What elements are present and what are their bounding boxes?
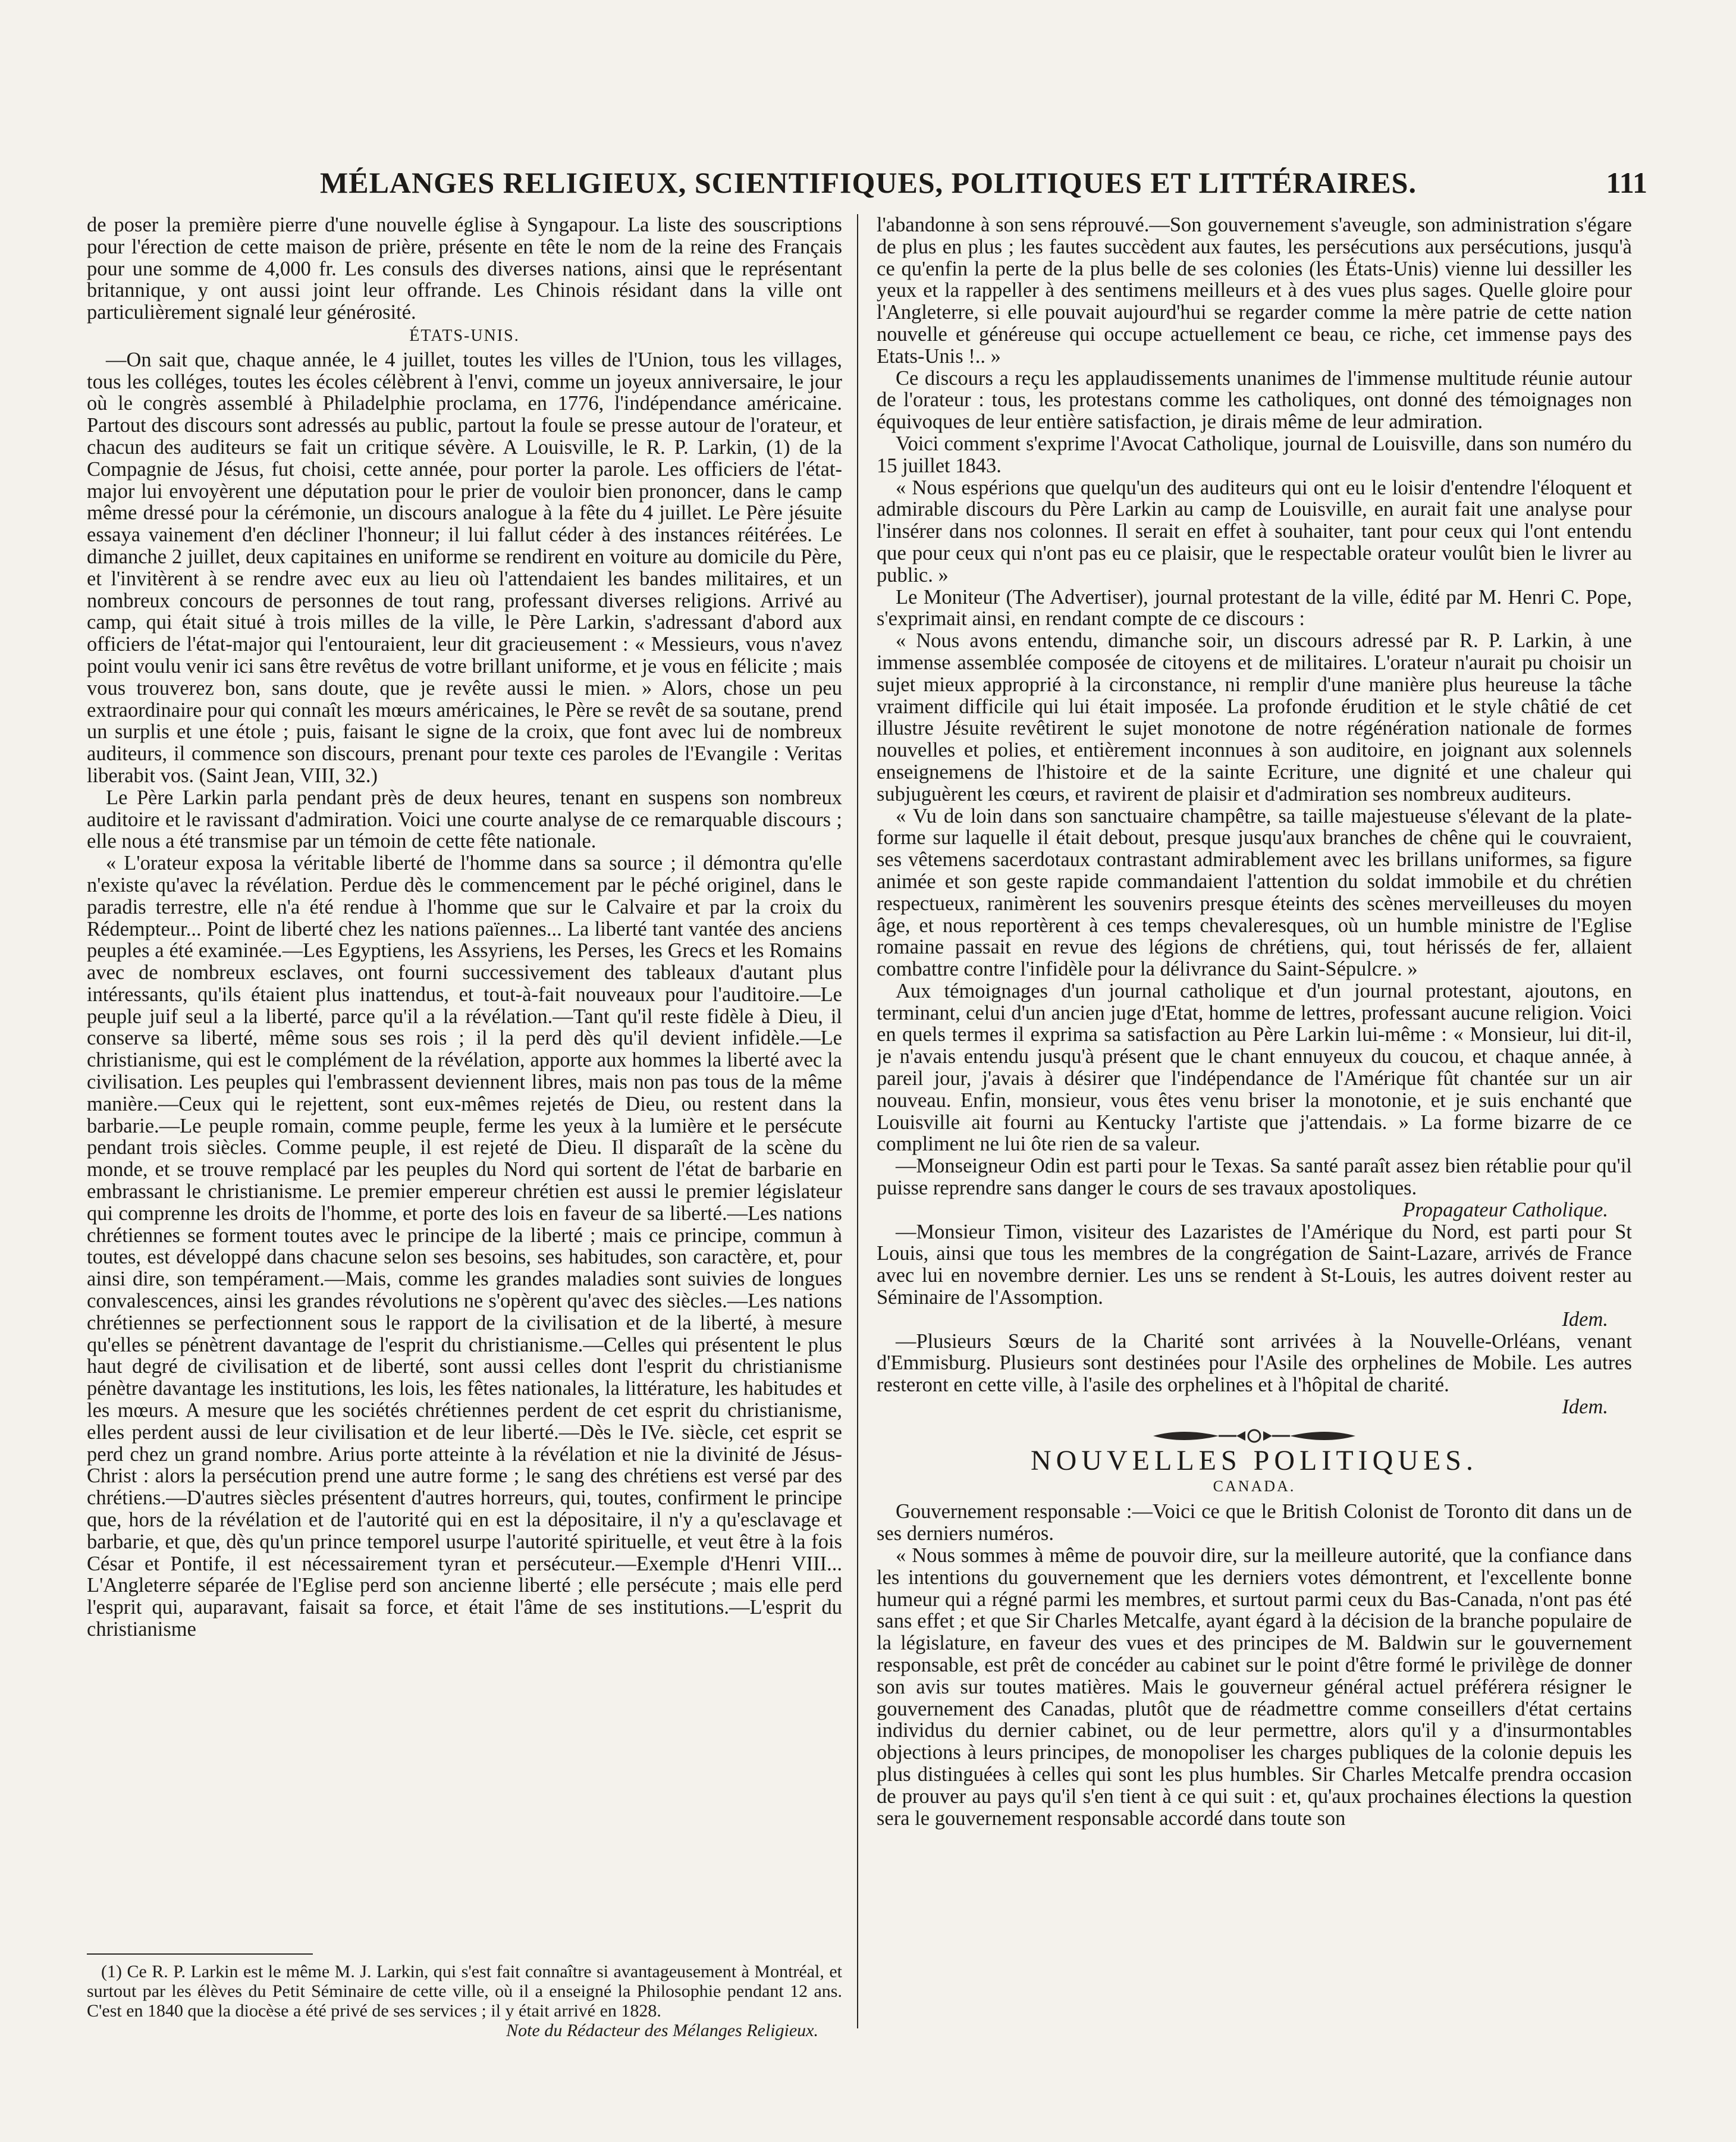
paragraph: —Monsieur Timon, visiteur des Lazaristes de l'Amérique du Nord, est parti pour St Louis, ainsi que tous les membres de la congrégation de Saint-Lazare, arrivés de France avec lui en novembre dernier. Les uns se rendent à St-Louis, les autres doivent rester au Séminaire de l'Assomption. [877,1220,1632,1309]
paragraph: l'abandonne à son sens réprouvé.—Son gouvernement s'aveugle, son administration s'égare de plus en plus ; les fautes succèdent aux fautes, les persécutions aux persécutions, jusqu'à ce qu'enfin la perte de la plus belle de ses colonies (les États-Unis) vienne lui dessiller les yeux et la rappeller à des sentimens meilleurs et à des vues plus sages. Quelle gloire pour l'Angleterre, si elle pouvait aujourd'hui se regarder comme la mère patrie de cette nation nouvelle et généreuse qui occupe actuellement ce beau, ce riche, cet immense pays des Etats-Unis !.. » [877,214,1632,368]
source-signature: Idem. [1562,1307,1608,1331]
page-number: 111 [1606,166,1647,199]
paragraph: Aux témoignages d'un journal catholique et d'un journal protestant, ajoutons, en terminant, celui d'un ancien juge d'Etat, homme de lettres, professant aucune religion. Voici en quels termes il exprima sa satisfaction au Père Larkin lui-même : « Monsieur, lui dit-il, je n'avais entendu jusqu'à présent que le chant ennuyeux du coucou, et chaque année, à pareil jour, j'avais à désirer que l'indépendance de l'Amérique fût chantée sur un air nouveau. Enfin, monsieur, vous êtes venu briser la monotonie, et je suis enchanté que Louisville ait fourni au Kentucky l'artiste que j'attendais. » La forme bizarre de ce compliment ne lui ôte rien de sa valeur. [877,979,1632,1156]
right-column [877,214,1632,2142]
paragraph: « Vu de loin dans son sanctuaire champêtre, sa taille majestueuse s'élevant de la plate-forme sur laquelle il était debout, presque jusqu'aux branches de chêne qui le couvraient, ses vêtemens sacerdotaux contrastant admirablement avec les brillans uniformes, sa figure animée et son geste rapide commandaient l'attention du soldat immobile et du chrétien respectueux, ranimèrent les souvenirs presque éteints des scènes merveilleuses du moyen âge, et nous reportèrent à ces temps chevaleresques, où un humble ministre de l'Eglise romaine passait en revue des légions de chrétiens, qui, tout hérissés de fer, allaient combattre contre l'infidèle pour la délivrance du Saint-Sépulcre. » [877,804,1632,981]
paragraph: Ce discours a reçu les applaudissements unanimes de l'immense multitude réunie autour de l'orateur : tous, les protestans comme les catholiques, ont donné des témoignages non équivoques de leur entière satisfaction, je dirais même de leur admiration. [877,366,1632,434]
paragraph: de poser la première pierre d'une nouvelle église à Syngapour. La liste des souscriptions pour l'érection de cette maison de prière, présente en tête le nom de la reine des Français pour une somme de 4,000 fr. Les consuls des diverses nations, ainsi que le représentant britannique, y ont aussi joint leur offrande. Les Chinois résidant dans la ville ont particulièrement signalé leur générosité. [87,214,842,324]
footnote [87,1945,842,2130]
footnote-signature: Note du Rédacteur des Mélanges Religieux. [506,2021,818,2040]
paragraph: « Nous sommes à même de pouvoir dire, sur la meilleure autorité, que la confiance dans les intentions du gouvernement que les derniers votes démontrent, et l'excellente bonne humeur qui a régné parmi les membres, et surtout parmi ceux du Bas-Canada, n'ont pas été sans effet ; et que Sir Charles Metcalfe, ayant égard à la décision de la branche populaire de la législature, en faveur des vues et des principes de M. Baldwin sur le gouvernement responsable, est prêt de concéder au cabinet sur le point d'être formé le privilège de donner son avis sur toutes matières. Mais le gouverneur général actuel préférera résigner le gouvernement des Canadas, plutôt que de réadmettre comme conseillers d'état certains individus du dernier cabinet, ou de leur permettre, alors qu'il y a d'insurmontables objections à leurs principes, de monopoliser les charges publiques de la colonie depuis les plus distinguées à celles qui sont les plus humbles. Sir Charles Metcalfe prendra occasion de prouver au pays qu'il s'en tient à ce qui suit : et, qu'aux prochaines élections la question sera le gouvernement responsable accordé dans toute son [877,1544,1632,1830]
paragraph: « Nous espérions que quelqu'un des auditeurs qui ont eu le loisir d'entendre l'éloquent et admirable discours du Père Larkin au camp de Louisville, en aurait fait une analyse pour l'insérer dans nos colonnes. Il serait en effet à souhaiter, tant pour ceux qui l'ont entendu que pour ceux qui n'ont pas eu ce plaisir, que le respectable orateur voulût bien le livrer au public. » [877,476,1632,587]
paragraph: Voici comment s'exprime l'Avocat Catholique, journal de Louisville, dans son numéro du 15 juillet 1843. [877,432,1632,477]
section-heading-canada: CANADA. [1213,1477,1296,1495]
paragraph: —Monseigneur Odin est parti pour le Texas. Sa santé paraît assez bien rétablie pour qu'il puisse reprendre sans danger le cours de ses travaux apostoliques. [877,1155,1632,1200]
source-signature: Idem. [1562,1395,1608,1419]
paragraph: —On sait que, chaque année, le 4 juillet, toutes les villes de l'Union, tous les villages, tous les colléges, toutes les écoles célèbrent à l'envi, comme un joyeux anniversaire, le jour où le congrès assemblé à Philadelphie proclama, en 1776, l'indépendance américaine. Partout des discours sont adressés au public, partout la foule se presse autour de l'orateur, et chacun des auditeurs se fait un critique sévère. A Louisville, le R. P. Larkin, (1) de la Compagnie de Jésus, fut choisi, cette année, pour porter la parole. Les officiers de l'état-major lui envoyèrent une députation pour le prier de vouloir bien prononcer, dans le camp même dressé pour la cérémonie, un discours analogue à la fête du 4 juillet. Le Père jésuite essaya vainement d'en décliner l'honneur; il lui fallut céder à des instances réitérées. Le dimanche 2 juillet, deux capitaines en uniforme se rendirent en voiture au domicile du Père, et l'invitèrent à se rendre avec eux au lieu où l'attendaient les bandes militaires, et un nombreux concours de personnes de tout rang, professant diverses religions. Arrivé au camp, qui était situé à trois milles de la ville, le Père Larkin, s'adressant d'abord aux officiers de l'état-major qui l'entouraient, leur dit gracieusement : « Messieurs, vous n'avez point voulu venir ici sans être revêtus de votre brillant uniforme, et je vous en félicite ; mais vous trouverez bon, sans doute, que je revête aussi le mien. » Alors, chose un peu extraordinaire pour qui connaît les mœurs américaines, le Père se revêt de sa soutane, prend un surplis et une étole ; puis, faisant le signe de la croix, que font avec lui de nombreux auditeurs, il commence son discours, prenant pour texte ces paroles de l'Evangile : Veritas liberabit vos. (Saint Jean, VIII, 32.) [87,348,842,787]
section-heading-nouvelles: NOUVELLES POLITIQUES. [1031,1444,1478,1476]
ornament-icon [1147,1425,1361,1447]
column-rule [857,214,858,2028]
paragraph: Gouvernement responsable :—Voici ce que le British Colonist de Toronto dit dans un de ses derniers numéros. [877,1500,1632,1545]
footnote-rule [87,1953,313,1955]
footnote-text: (1) Ce R. P. Larkin est le même M. J. Larkin, qui s'est fait connaître si avantageusement à Montréal, et surtout par les élèves du Petit Séminaire de cette ville, où il a enseigné la Philosophie pendant 12 ans. C'est en 1840 que la diocèse a été privé de ses services ; il y était arrivé en 1828. [87,1962,842,2021]
source-signature: Propagateur Catholique. [1402,1198,1608,1221]
left-column [87,214,842,2142]
paragraph: « L'orateur exposa la véritable liberté de l'homme dans sa source ; il démontra qu'elle n'existe qu'avec la révélation. Perdue dès le commencement par le péché originel, dans le paradis terrestre, elle n'a été rendue à l'homme que sur le Calvaire et par la croix du Rédempteur... Point de liberté chez les nations païennes... La liberté tant vantée des anciens peuples a été examinée.—Les Egyptiens, les Assyriens, les Perses, les Grecs et les Romains avec de nombreux esclaves, ont fourni successivement des tableaux d'autant plus intéressants, qu'ils étaient plus inattendus, et tout-à-fait nouveaux pour l'auditoire.—Le peuple juif seul a la liberté, parce qu'il a la révélation.—Tant qu'il reste fidèle à Dieu, il conserve sa liberté, même sous ses rois ; il la perd dès qu'il devient infidèle.—Le christianisme, qui est le complément de la révélation, apporte aux hommes la liberté avec la civilisation. Les peuples qui l'embrassent deviennent libres, mais non pas tous de la même manière.—Ceux qui le rejettent, sont eux-mêmes rejetés de Dieu, ou restent dans la barbarie.—Le peuple romain, comme peuple, ferme les yeux à la lumière et le persécute pendant trois siècles. Comme peuple, il est rejeté de Dieu. Il disparaît de la scène du monde, et se trouve remplacé par les peuples du Nord qui sortent de l'état de barbarie en embrassant le christianisme. Le premier empereur chrétien est aussi le premier législateur qui comprenne les droits de l'homme, et porte des lois en faveur de sa liberté.—Les nations chrétiennes se forment toutes avec le principe de la liberté ; mais ce principe, commun à toutes, est développé dans chacune selon ses besoins, ses habitudes, son caractère, et, pour ainsi dire, son tempérament.—Mais, comme les grandes maladies sont suivies de longues convalescences, ainsi les grandes révolutions ne s'opèrent qu'avec des siècles.—Les nations chrétiennes se perfectionnent sous le rapport de la civilisation et de la liberté, à mesure qu'elles se pénètrent davantage de l'esprit du christianisme.—Celles qui présentent le plus haut degré de civilisation et de liberté, sont aussi celles dont l'esprit du christianisme pénètre davantage les institutions, les lois, les fêtes nationales, la littérature, les habitudes et les mœurs. A mesure que les sociétés chrétiennes perdent de cet esprit du christianisme, elles perdent aussi de leur civilisation et de leur liberté.—Dès le IVe. siècle, cet esprit se perd chez un grand nombre. Arius porte atteinte à la révélation et nie la divinité de Jésus-Christ : alors la persécution prend une autre forme ; le sang des chrétiens est versé par des chrétiens.—D'autres siècles présentent d'autres horreurs, qui, toutes, confirment le principe que, hors de la révélation et de l'autorité qui en est la dépositaire, il n'y a qu'esclavage et barbarie, et que, dès qu'un prince temporel usurpe l'autorité spirituelle, et veut être à la fois César et Pontife, il est nécessairement tyran et persécuteur.—Exemple d'Henri VIII... L'Angleterre séparée de l'Eglise perd son ancienne liberté ; elle persécute ; mais elle perd l'esprit qui, auparavant, faisait sa force, et était l'âme de ses institutions.—L'esprit du christianisme [87,852,842,1641]
paragraph: —Plusieurs Sœurs de la Charité sont arrivées à la Nouvelle-Orléans, venant d'Emmisburg. Plusieurs sont destinées pour l'Asile des orphelines de Mobile. Les autres resteront en cette ville, à l'asile des orphelines et à l'hôpital de charité. [877,1329,1632,1397]
ornament-divider [877,1424,1632,1448]
paragraph: « Nous avons entendu, dimanche soir, un discours adressé par R. P. Larkin, à une immense assemblée composée de citoyens et de militaires. L'orateur n'aurait pu choisir un sujet mieux approprié à la circonstance, ni remplir d'une manière plus heureuse la tâche vraiment difficile qui lui était imposée. La profonde érudition et le style châtié de cet illustre Jésuite revêtirent le sujet monotone de notre régénération nationale de formes nouvelles et polies, et entièrement inconnues à son auditoire, en joignant aux solennels enseignemens de l'histoire et de la sainte Ecriture, une dignité et une chaleur qui subjuguèrent les cœurs, et ravirent de plaisir et d'admiration ses nombreux auditeurs. [877,629,1632,805]
journal-title: MÉLANGES RELIGIEUX, SCIENTIFIQUES, POLITIQUES ET LITTÉRAIRES. [320,166,1417,199]
paragraph: Le Père Larkin parla pendant près de deux heures, tenant en suspens son nombreux auditoire et le ravissant d'admiration. Voici une courte analyse de ce remarquable discours ; elle nous a été transmise par un témoin de cette fête nationale. [87,786,842,853]
paragraph: Le Moniteur (The Advertiser), journal protestant de la ville, édité par M. Henri C. Pope, s'exprimait ainsi, en rendant compte de ce discours : [877,585,1632,631]
section-heading-etats-unis: ÉTATS-UNIS. [409,326,520,345]
page-header [89,159,1647,211]
